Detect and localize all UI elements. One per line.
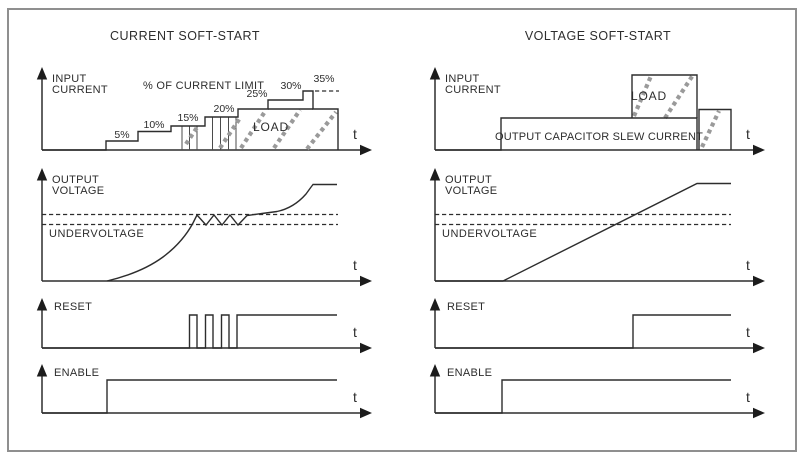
step-label: 10% (143, 119, 165, 131)
right-arrow-icon (753, 408, 765, 418)
time-label: t (353, 324, 357, 340)
right-arrow-icon (360, 276, 372, 286)
current-soft-start-title: CURRENT SOFT-START (110, 29, 260, 43)
axis-label: OUTPUT (445, 174, 493, 186)
time-label: t (746, 324, 750, 340)
step-label: 5% (114, 129, 130, 141)
load-label: LOAD (253, 120, 289, 134)
voltage-soft-start-title: VOLTAGE SOFT-START (524, 29, 672, 43)
up-arrow-icon (37, 298, 47, 311)
load-label: LOAD (631, 89, 667, 103)
up-arrow-icon (37, 67, 47, 80)
right-reset-panel (430, 298, 765, 353)
right-arrow-icon (753, 145, 765, 155)
right-arrow-icon (360, 408, 372, 418)
current-soft-start-section (37, 29, 372, 418)
undervoltage-label: UNDERVOLTAGE (442, 228, 538, 240)
time-label: t (746, 389, 750, 405)
axis-label: VOLTAGE (445, 185, 498, 197)
right-input-current-panel (430, 67, 765, 155)
left-input-current-panel (37, 67, 372, 155)
right-arrow-icon (753, 276, 765, 286)
undervoltage-label: UNDERVOLTAGE (49, 228, 145, 240)
load-hatch-line (307, 112, 336, 149)
step-label: 20% (213, 103, 235, 115)
axis-label: RESET (447, 301, 486, 313)
axis-label: ENABLE (54, 367, 100, 379)
time-label: t (746, 257, 750, 273)
left-reset-panel (37, 298, 372, 353)
up-arrow-icon (37, 168, 47, 181)
axis-label: CURRENT (445, 84, 501, 96)
right-arrow-icon (360, 145, 372, 155)
time-label: t (353, 257, 357, 273)
reset-waveform (42, 315, 337, 348)
right-arrow-icon (360, 343, 372, 353)
step-label: 25% (246, 88, 268, 100)
voltage-soft-start-section (430, 29, 765, 418)
right-output-voltage-panel (430, 168, 765, 286)
left-output-voltage-panel (37, 168, 372, 286)
current-limit-annotation: % OF CURRENT LIMIT (143, 80, 265, 92)
axis-label: RESET (54, 301, 93, 313)
up-arrow-icon (430, 67, 440, 80)
reset-waveform (435, 315, 731, 348)
axis-label: INPUT (445, 73, 480, 85)
enable-waveform (42, 380, 337, 413)
left-enable-panel (37, 364, 372, 418)
up-arrow-icon (430, 298, 440, 311)
axis-label: OUTPUT (52, 174, 100, 186)
up-arrow-icon (430, 364, 440, 377)
up-arrow-icon (37, 364, 47, 377)
load-hatch-line (220, 118, 240, 148)
time-label: t (353, 389, 357, 405)
load-hatch-line (702, 111, 719, 147)
load-hatch-line (665, 75, 693, 118)
enable-waveform (435, 380, 731, 413)
load-hatch-line (186, 126, 198, 144)
step-label: 15% (177, 112, 199, 124)
axis-label: CURRENT (52, 84, 108, 96)
time-label: t (353, 126, 357, 142)
axis-label: VOLTAGE (52, 185, 105, 197)
axis-label: ENABLE (447, 367, 493, 379)
step-label: 30% (280, 80, 302, 92)
step-label: 35% (313, 73, 335, 85)
up-arrow-icon (430, 168, 440, 181)
axis-label: INPUT (52, 73, 87, 85)
right-enable-panel (430, 364, 765, 418)
right-arrow-icon (753, 343, 765, 353)
slew-current-label: OUTPUT CAPACITOR SLEW CURRENT (494, 131, 704, 143)
time-label: t (746, 126, 750, 142)
